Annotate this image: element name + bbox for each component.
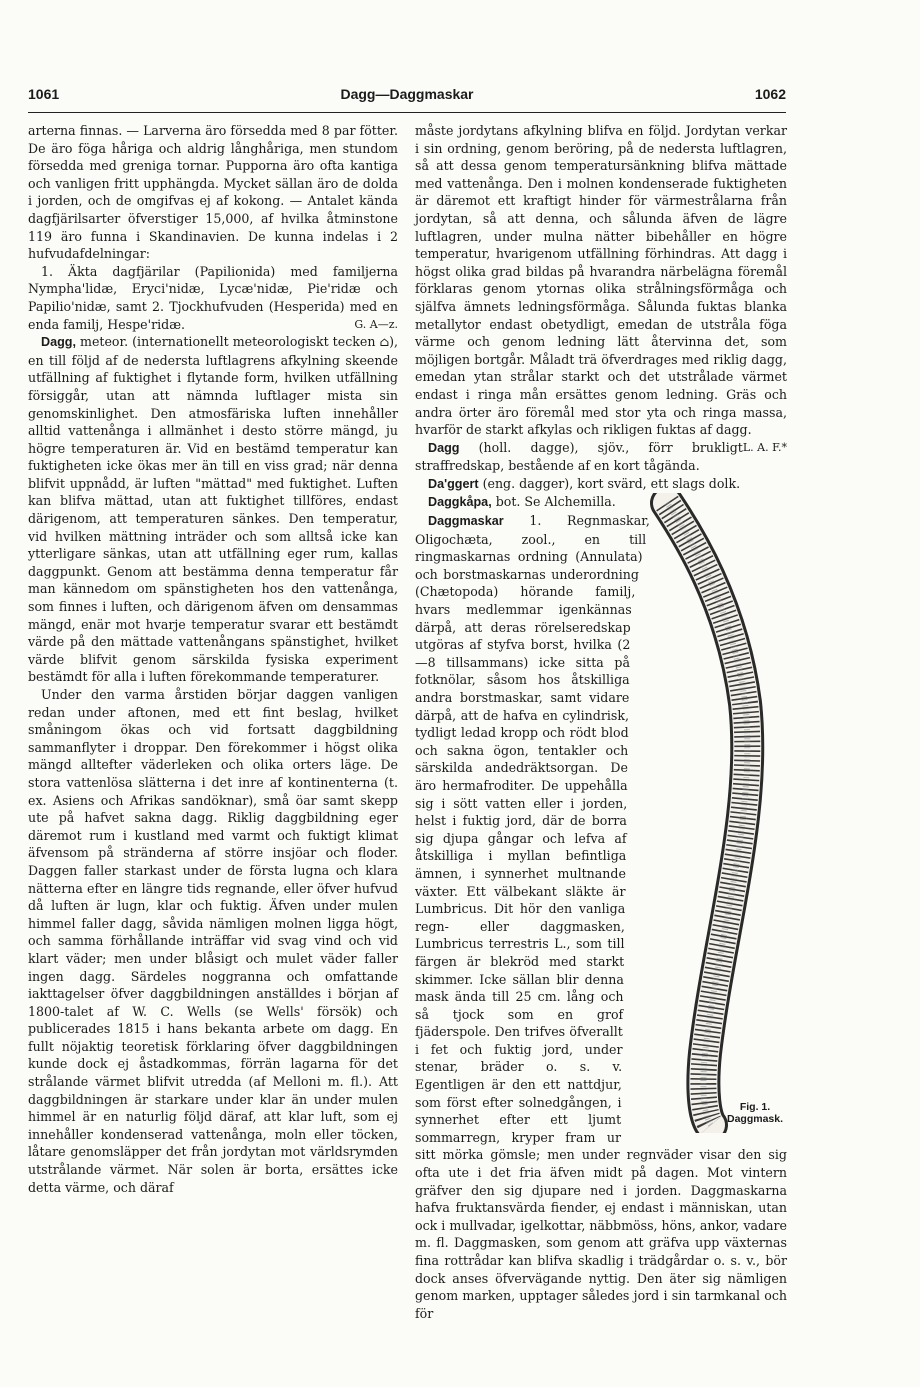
headword: Dagg,: [41, 335, 76, 350]
left-column: [28, 122, 398, 1196]
paragraph: måste jordytans afkylning blifva en följd. Jordytan verkar i sin ordning, genom beröring, på de nedersta luftlagren, så att dessa genom temperatursänkning blifva mättade med vattenånga. Den i molnen kondenserade fuktigheten är däremot ett kraftigt hinder för värmestrålarna från jordytan, så att denna, och sålunda äfven de lägre luftlagren, under mulna nätter bibehåller en högre temperatur, hvarigenom utfällning förhindras. Att dagg i högst olika grad bildas på hvarandra närbelägna föremål förklaras genom ytornas olika strålningsförmåga och själfva ämnets ledningsförmåga. Sålunda fuktas blanka metallytor endast obetydligt, emedan de utstråla föga värme och genom ledning lätt återvinna det, som möjligen bortgår. Måladt trä öfverdrages med riklig dagg, emedan ytan strålar starkt och det utstrålade värmet endast i ringa mån ersättes genom ledning. Gräs och andra örter äro föremål med stor yta och ringa massa, hvarför de starkt afkylas och rikligen fuktas af dagg. L. A. F.*: [415, 122, 787, 439]
earthworm-drawing: [627, 493, 787, 1133]
headword: Daggkåpa,: [428, 495, 492, 510]
page-number-left: 1061: [28, 86, 60, 102]
entry-daggkapa: Daggkåpa, bot. Se Alchemilla.: [428, 494, 616, 510]
entry-dagg-tool: Dagg (holl. dagge), sjöv., förr brukligt straffredskap, bestående af en kort tågända.: [415, 439, 743, 474]
running-title: Dagg—Daggmaskar: [340, 86, 474, 102]
paragraph: 1. Äkta dagfjärilar (Papilionida) med familjerna Nympha'lidæ, Eryci'nidæ, Lycæ'nidæ, Pie'ridæ och Papilio'nidæ, samt 2. Tjockhufvuden (Hesperida) med en enda familj, Hespe'ridæ. G. A—z.: [28, 263, 398, 332]
headword: Daggmaskar: [428, 514, 504, 529]
right-column: [415, 122, 787, 1322]
earthworm-illustration: [627, 493, 787, 1133]
page-header: [28, 86, 786, 106]
paragraph: Under den varma årstiden börjar daggen vanligen redan under aftonen, med ett fint beslag, hvilket småningom ökas och vid fortsatt daggbildning sammanflyter i droppar. Den förekommer i högst olika mängd alltefter väderleken och olika orters läge. De stora vattenlösa slätterna i det inre af kontinenterna (t. ex. Asiens och Afrikas sandöknar), små öar samt skepp ute på hafvet sakna dagg. Riklig daggbildning eger däremot rum i kustland med varmt och fuktigt klimat äfvensom på stränderna af större insjöar och floder. Daggen faller starkast under de första lugna och klara nätterna efter en längre tids regnande, eller öfver hufvud då luften är lugn, klar och fuktig. Äfven under mulen himmel faller dagg, såvida nämligen molnen ligga högt, och samma förhållande inträffar vid svag vind och vid klart väder; men under blåsigt och mulet väder faller ingen dagg. Särdeles noggranna och omfattande iakttagelser öfver daggbildningen anställdes i början af 1800-talet af W. C. Wells (se Wells' försök) och publicerades 1815 i hans bekanta arbete om dagg. En fullt nöjaktig teoretisk förklaring öfver daggbildningen kunde dock ej åstadkommas, förrän lagarna för det strålande värmet blifvit utredda (af Melloni m. fl.). Att daggbildningen är starkare under klar än under mulen himmel är en naturlig följd däraf, att klar luft, som ej innehåller kondenserad vattenånga, moln eller töcken, låtare genomsläpper det från jordytan mot världsrymden utstrålande värmet. När solen är borta, ersättes icke detta värme, och däraf: [28, 687, 398, 1195]
header-rule: [28, 112, 786, 113]
headword: Dagg: [428, 440, 460, 455]
page-number-right: 1062: [754, 86, 786, 102]
paragraph: arterna finnas. — Larverna äro försedda med 8 par fötter. De äro föga håriga och aldrig långhåriga, men stundom försedda med greniga tornar. Pupporna äro ofta kantiga och vanligen fritt upphängda. Mycket sällan äro de dolda i jorden, och de omgifvas ej af kokong. — Antalet kända dagfjärilsarter öfverstiger 15,000, af hvilka åtminstone 119 äro funna i Skandinavien. De kunna indelas i 2 hufvudafdelningar:: [28, 123, 398, 262]
author-signature: L. A. F.*: [742, 440, 787, 454]
headword: Da'ggert: [428, 476, 479, 491]
entry-daggmaskar: Daggmaskar 1. Regnmaskar, Oligochæta, zool., en till ringmaskarnas ordning (Annulata) och borstmaskarnas underordning (Chætopoda) hörande familj, hvars medlemmar igenkännas därpå, att deras rörelseredskap utgöras af styfva borst, hvilka (2—8 tillsammans) icke sitta på fotknölar, såsom hos åtskilliga andra borstmaskar, samt vidare därpå, att de hafva en cylindrisk, tydligt ledad kropp och rödt blod och sakna ögon, tentakler och särskilda andedräktsorgan. De äro hermafroditer. De uppehålla sig i sött vatten eller i jorden, helst i fuktig jord, där de borra sig djupa gångar och lefva af åtskilliga i myllan befintliga ämnen, i synnerhet multnande växter. Ett välbekant släkte är Lumbricus. Dit hör den vanliga regn- eller daggmasken, Lumbricus terrestris L., som till färgen är blekröd med starkt skimmer. Icke sällan blir denna mask ända till 25 cm. lång och så tjock som en grof fjäderspole. Den trifves öfverallt i fet och fuktig jord, under stenar, bräder o. s. v. Egentligen är den ett nattdjur, som först efter solnedgången, i synnerhet efter ett ljumt sommarregn, kryper fram ur sitt mörka gömsle; men under regnväder visar den sig ofta ute i det fria äfven midt på dagen. Mot vintern gräfver den sig djupare ned i jorden. Daggmaskarna hafva fruktansvärda fiender, ej endast i människan, utan ock i mullvadar, igelkottar, näbbmöss, höns, ankor, vadare m. fl. Daggmasken, som genom att gräfva upp växternas fina rottrådar kan blifva skadlig i trädgårdar o. s. v., bör dock anses öfvervägande nyttig. Den äter sig nämligen genom marken, upptager således jord i sin tarmkanal och för: [415, 513, 787, 1321]
entry-dagg: Dagg, meteor. (internationellt meteorologiskt tecken ⌂), en till följd af de nedersta luftlagrens afkylning skeende utfällning af fuktighet i flytande form, hvilken utfällning försiggår, utan att nämnda luftlager mista sin genomskinlighet. Den atmosfäriska luften innehåller alltid vattenånga i allmänhet i desto större mängd, ju högre temperaturen är. Vid en bestämd temperatur kan fuktigheten icke ökas mer än till en viss grad; när denna blifvit uppnådd, är luften "mättad" med fuktighet. Luften kan blifva mättad, utan att fuktighet tillföres, endast därigenom, att temperaturen sänkes. Den temperatur, vid hvilken mättning inträder och som alltså icke kan ytterligare sänkas, utan att utfällning eger rum, kallas daggpunkt. Genom att bestämma denna temperatur får man kännedom om spänstigheten hos den vattenånga, som finnes i luften, och därigenom äfven om densammas mängd, enär mot hvarje temperatur svarar ett bestämdt värde på den mättade vattenångans spänstighet, hvilket värde blifvit genom särskilda fysiska experiment bestämdt för alla i luften förekommande temperaturer.: [28, 334, 398, 685]
figure-caption: Fig. 1. Daggmask.: [726, 1101, 784, 1126]
author-signature: G. A—z.: [354, 317, 398, 331]
entry-daggert: Da'ggert (eng. dagger), kort svärd, ett slags dolk.: [428, 475, 741, 491]
